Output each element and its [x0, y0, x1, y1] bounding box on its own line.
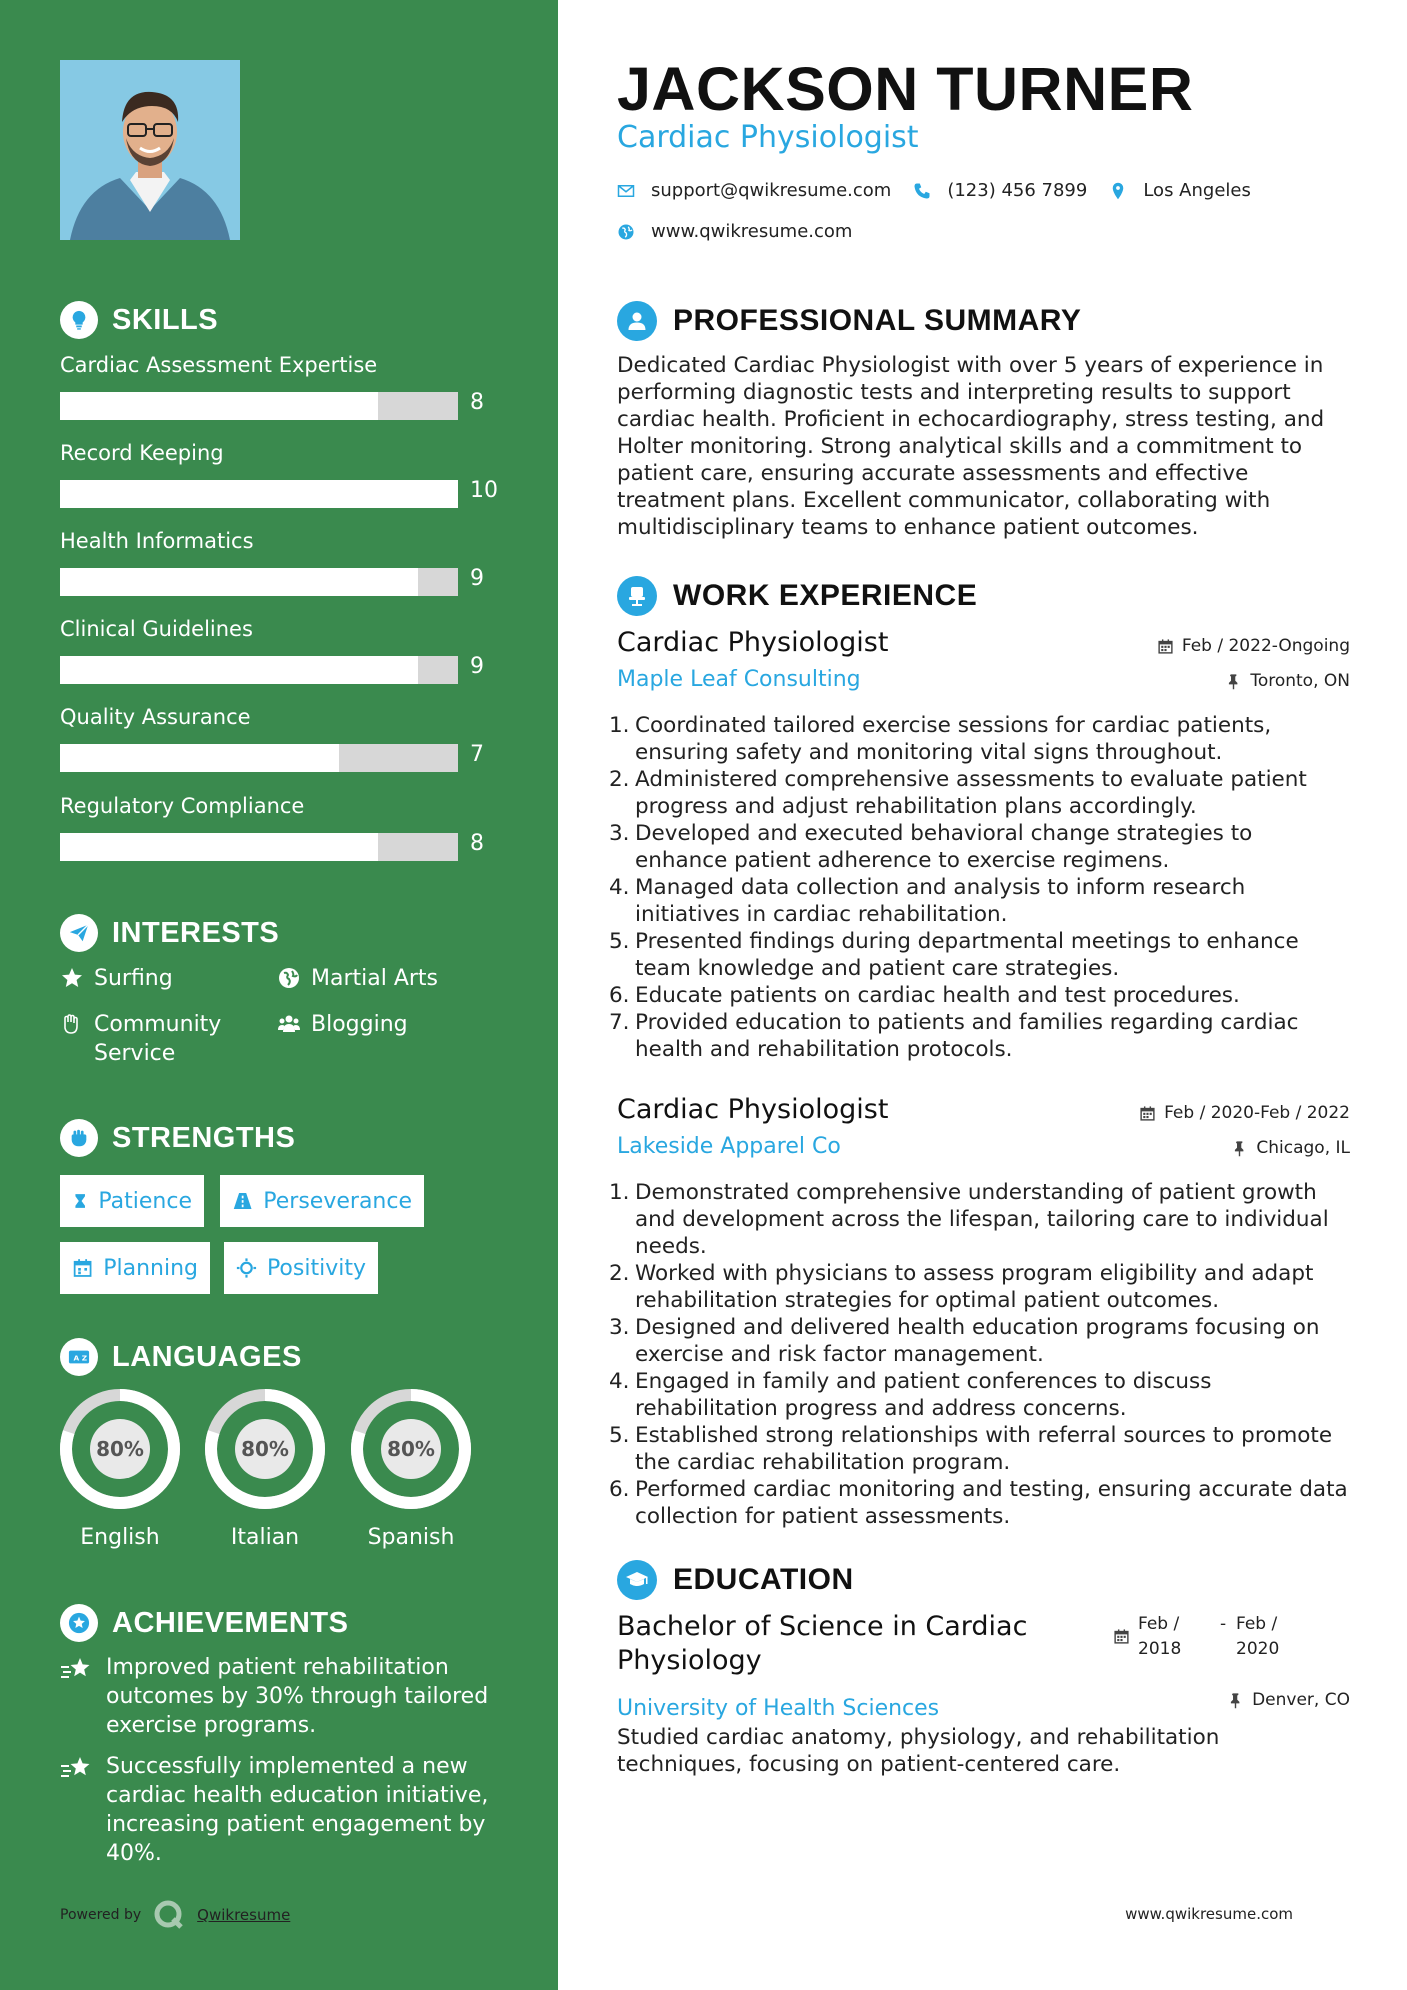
- strength-label: Perseverance: [263, 1188, 412, 1214]
- user-icon: [617, 301, 657, 341]
- achievements-heading: [60, 1604, 348, 1642]
- job-bullets: [609, 1179, 1350, 1530]
- interests-title: INTERESTS: [112, 916, 280, 949]
- job-dates-text: Feb / 2020-Feb / 2022: [1164, 1103, 1350, 1123]
- skill-value: 10: [470, 478, 498, 503]
- shooting-star-icon: [60, 1754, 92, 1782]
- job-bullet: 5. Established strong relationships with referral sources to promote the cardiac rehabilitation program.: [609, 1423, 1333, 1475]
- job-location: [1225, 671, 1350, 691]
- location: Los Angeles: [1143, 180, 1251, 201]
- education-start: Feb / 2018: [1138, 1614, 1182, 1659]
- language-percent: 80%: [96, 1437, 144, 1461]
- achievement-text: Improved patient rehabilitation outcomes by 30% through tailored exercise programs.: [106, 1655, 489, 1738]
- skill-bar-fill: [60, 568, 418, 596]
- pushpin-icon: [1225, 673, 1242, 690]
- job-bullet: 5. Presented findings during departmental meetings to enhance team knowledge and patient care strategies.: [609, 929, 1299, 981]
- lightbulb-icon: [60, 301, 98, 339]
- skill-item: [60, 350, 500, 415]
- skill-value: 9: [470, 566, 484, 591]
- job-bullet: 2. Administered comprehensive assessments to evaluate patient progress and adjust rehabilitation plans accordingly.: [609, 767, 1307, 819]
- languages-title: LANGUAGES: [112, 1340, 302, 1373]
- interest-item: [60, 964, 173, 993]
- skill-name: Cardiac Assessment Expertise: [60, 353, 378, 377]
- job-bullet: 1. Demonstrated comprehensive understanding of patient growth and development across the lifespan, tailoring care to individual needs.: [609, 1180, 1329, 1259]
- svg-text:A Z: A Z: [73, 1353, 88, 1363]
- job-bullet: 4. Engaged in family and patient conferences to discuss rehabilitation progress and address concerns.: [609, 1369, 1212, 1421]
- language-name: English: [80, 1525, 160, 1550]
- skill-bar-track: [60, 744, 458, 772]
- skill-bar-fill: [60, 744, 339, 772]
- qwikresume-logo-icon: [153, 1899, 185, 1931]
- job-dates: [1157, 636, 1350, 656]
- calendar-icon: [1139, 1105, 1156, 1122]
- skill-item: [60, 791, 500, 856]
- skill-item: [60, 438, 500, 503]
- pushpin-icon: [1227, 1692, 1244, 1709]
- skill-item: [60, 702, 500, 767]
- interest-item: [60, 1010, 240, 1068]
- skill-bar-fill: [60, 656, 418, 684]
- powered-by-label: Powered by: [60, 1907, 142, 1923]
- candidate-role: Cardiac Physiologist: [617, 120, 919, 155]
- summary-title: PROFESSIONAL SUMMARY: [673, 304, 1082, 337]
- job-title: Cardiac Physiologist: [617, 1094, 889, 1125]
- interest-label: Blogging: [311, 1012, 408, 1037]
- powered-by: [60, 1899, 290, 1931]
- website[interactable]: www.qwikresume.com: [651, 221, 853, 242]
- footer-website[interactable]: www.qwikresume.com: [1125, 1905, 1293, 1923]
- skill-bar-fill: [60, 480, 458, 508]
- achievement-item: [60, 1752, 500, 1868]
- chair-icon: [617, 576, 657, 616]
- globe-icon: [617, 223, 635, 241]
- strengths-heading: [60, 1119, 295, 1157]
- skill-value: 9: [470, 654, 484, 679]
- calendar-icon: [1157, 638, 1174, 655]
- skills-title: SKILLS: [112, 303, 219, 336]
- strength-label: Positivity: [266, 1255, 366, 1281]
- experience-title: WORK EXPERIENCE: [673, 579, 978, 612]
- skill-name: Record Keeping: [60, 441, 224, 465]
- achievement-item: [60, 1653, 500, 1740]
- education-location: [1227, 1690, 1350, 1710]
- summary-text: Dedicated Cardiac Physiologist with over 5 years of experience in performing diagnostic tests and interpreting results to support cardiac health. Proficient in echocardiography, stress testing, and Holter monitoring. Strong analytical skills and a commitment to patient care, ensuring accurate assessments and effective treatment plans. Excellent communicator, collaborating with multidisciplinary teams to enhance patient outcomes.: [617, 353, 1325, 540]
- skill-name: Clinical Guidelines: [60, 617, 253, 641]
- sun-icon: [236, 1257, 257, 1279]
- education-description: Studied cardiac anatomy, physiology, and rehabilitation techniques, focusing on patient-centered care.: [617, 1725, 1220, 1777]
- skill-bar-track: [60, 656, 458, 684]
- skill-bar-track: [60, 568, 458, 596]
- skill-name: Quality Assurance: [60, 705, 251, 729]
- job-location-text: Toronto, ON: [1250, 671, 1350, 691]
- paper-plane-icon: [60, 914, 98, 952]
- shooting-star-icon: [60, 1655, 92, 1683]
- language-item: [58, 1387, 182, 1550]
- strength-label: Planning: [103, 1255, 198, 1281]
- hourglass-icon: [72, 1190, 88, 1212]
- job-bullet: 6. Performed cardiac monitoring and testing, ensuring accurate data collection for patient assessments.: [609, 1477, 1348, 1529]
- language-item: [349, 1387, 473, 1550]
- users-icon: [277, 1012, 301, 1036]
- language-item: [203, 1387, 327, 1550]
- skill-value: 8: [470, 390, 484, 415]
- envelope-icon: [617, 182, 635, 200]
- skill-bar-fill: [60, 833, 378, 861]
- achievement-text: Successfully implemented a new cardiac health education initiative, increasing patient engagement by 40%.: [106, 1754, 489, 1866]
- job-bullets: [609, 712, 1350, 1063]
- job-dates: [1139, 1103, 1350, 1123]
- star-badge-icon: [60, 1604, 98, 1642]
- skill-item: [60, 526, 500, 591]
- skill-bar-track: [60, 833, 458, 861]
- strength-badge: [60, 1242, 210, 1294]
- school-name: University of Health Sciences: [617, 1696, 940, 1721]
- strengths-title: STRENGTHS: [112, 1121, 296, 1154]
- job-bullet: 3. Designed and delivered health education programs focusing on exercise and risk factor management.: [609, 1315, 1320, 1367]
- languages-heading: [60, 1338, 302, 1376]
- skill-value: 7: [470, 742, 484, 767]
- experience-heading: [617, 576, 977, 616]
- fist-icon: [60, 1119, 98, 1157]
- star-icon: [60, 966, 84, 990]
- contact-row: [617, 180, 1251, 201]
- education-title: EDUCATION: [673, 1563, 854, 1596]
- website-row: [617, 221, 852, 242]
- pushpin-icon: [1231, 1140, 1248, 1157]
- language-name: Spanish: [367, 1525, 455, 1550]
- skills-heading: [60, 301, 218, 339]
- skill-name: Regulatory Compliance: [60, 794, 305, 818]
- skill-item: [60, 614, 500, 679]
- education-date-separator: -: [1220, 1614, 1227, 1634]
- interest-item: [277, 964, 438, 993]
- phone-icon: [913, 182, 931, 200]
- skill-bar-track: [60, 480, 458, 508]
- summary-heading: [617, 301, 1081, 341]
- calendar-icon: [72, 1257, 93, 1279]
- profile-photo-illustration: [60, 60, 240, 240]
- hand-icon: [60, 1012, 84, 1036]
- calendar-icon: [1113, 1628, 1130, 1645]
- job-company: Maple Leaf Consulting: [617, 667, 861, 692]
- job-bullet: 7. Provided education to patients and families regarding cardiac health and rehabilitation protocols.: [609, 1010, 1299, 1062]
- profile-photo: [60, 60, 240, 240]
- skill-bar-fill: [60, 392, 378, 420]
- map-marker-icon: [1109, 182, 1127, 200]
- education-dates: [1113, 1612, 1310, 1662]
- education-location-text: Denver, CO: [1252, 1690, 1350, 1710]
- phone[interactable]: (123) 456 7899: [947, 180, 1088, 201]
- job-bullet: 3. Developed and executed behavioral change strategies to enhance patient adherence to exercise regimens.: [609, 821, 1253, 873]
- skill-value: 8: [470, 831, 484, 856]
- interest-label: Martial Arts: [311, 966, 439, 991]
- job-dates-text: Feb / 2022-Ongoing: [1181, 636, 1350, 656]
- job-location-text: Chicago, IL: [1256, 1138, 1350, 1158]
- achievements-title: ACHIEVEMENTS: [112, 1606, 349, 1639]
- candidate-name: JACKSON TURNER: [617, 55, 1194, 123]
- job-location: [1231, 1138, 1350, 1158]
- education-end: Feb / 2020: [1236, 1614, 1280, 1659]
- interest-label: Surfing: [94, 966, 173, 991]
- language-percent: 80%: [387, 1437, 435, 1461]
- strength-badge: [60, 1175, 204, 1227]
- language-ring: [349, 1387, 473, 1511]
- interest-label: Community Service: [94, 1012, 222, 1066]
- email[interactable]: support@qwikresume.com: [651, 180, 892, 201]
- job-bullet: 6. Educate patients on cardiac health and test procedures.: [609, 983, 1240, 1008]
- job-bullet: 2. Worked with physicians to assess program eligibility and adapt rehabilitation strategies for optimal patient outcomes.: [609, 1261, 1314, 1313]
- globe-icon: [277, 966, 301, 990]
- job-company: Lakeside Apparel Co: [617, 1134, 841, 1159]
- degree-title: Bachelor of Science in Cardiac Physiology: [617, 1611, 1028, 1676]
- qwikresume-link[interactable]: Qwikresume: [197, 1906, 291, 1924]
- language-ring: [203, 1387, 327, 1511]
- skill-bar-track: [60, 392, 458, 420]
- language-name: Italian: [230, 1525, 300, 1550]
- language-percent: 80%: [241, 1437, 289, 1461]
- language-ring: [58, 1387, 182, 1511]
- strength-label: Patience: [98, 1188, 192, 1214]
- skill-name: Health Informatics: [60, 529, 254, 553]
- road-icon: [232, 1190, 253, 1212]
- job-title: Cardiac Physiologist: [617, 627, 889, 658]
- job-bullet: 1. Coordinated tailored exercise sessions for cardiac patients, ensuring safety and monitoring vital signs throughout.: [609, 713, 1272, 765]
- strength-badge: [224, 1242, 378, 1294]
- education-heading: [617, 1560, 854, 1600]
- graduation-cap-icon: [617, 1560, 657, 1600]
- interests-heading: [60, 914, 279, 952]
- strength-badge: [220, 1175, 424, 1227]
- translate-icon: [60, 1338, 98, 1376]
- interest-item: [277, 1010, 408, 1039]
- sidebar: [0, 0, 558, 1990]
- job-bullet: 4. Managed data collection and analysis to inform research initiatives in cardiac rehabilitation.: [609, 875, 1246, 927]
